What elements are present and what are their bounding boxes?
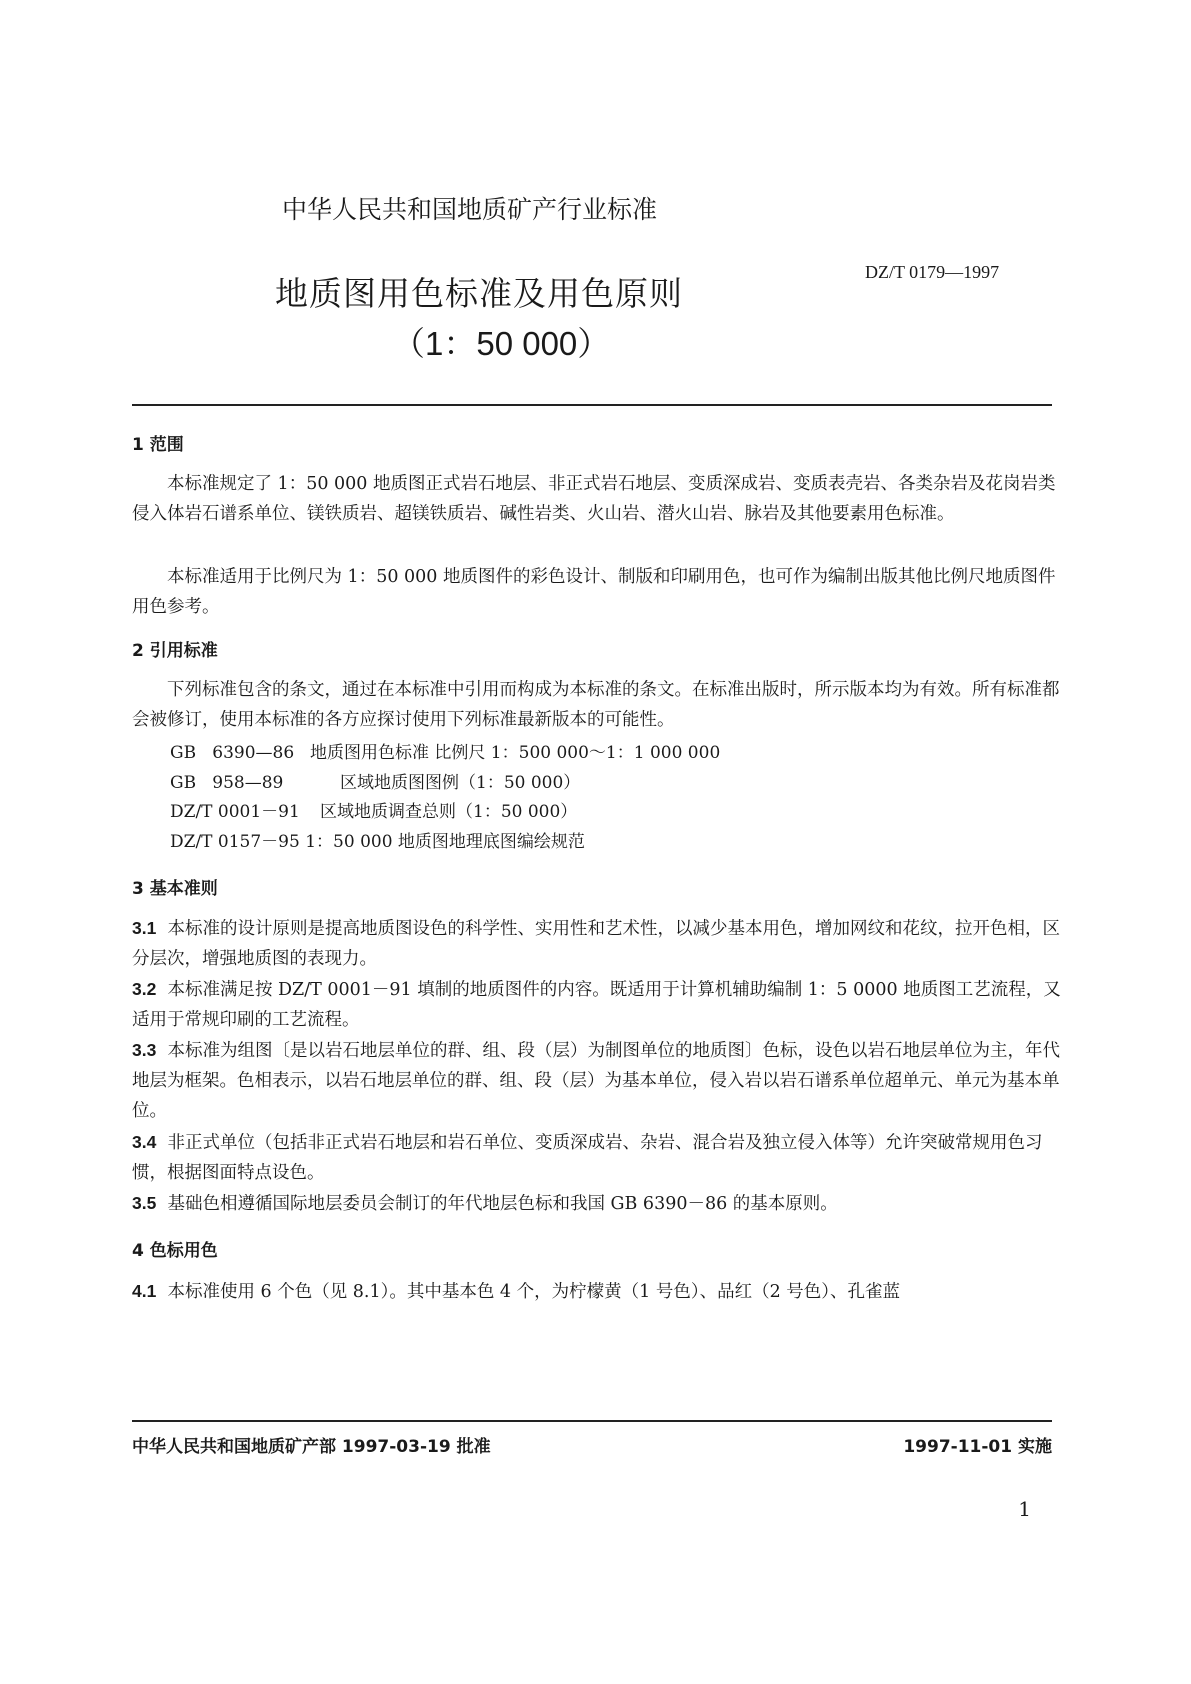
reference-code: GB 6390—86 — [170, 743, 295, 763]
clause-text: 非正式单位（包括非正式岩石地层和岩石单位、变质深成岩、杂岩、混合岩及独立侵入体等）允许突破常规用色习惯，根据图面特点设色。 — [132, 1133, 1043, 1183]
clause-number: 3.3 — [132, 1040, 157, 1060]
reference-item — [170, 768, 580, 793]
clause-3-3 — [132, 1035, 1062, 1126]
reference-item — [170, 797, 577, 822]
clause-3-5 — [132, 1188, 1062, 1219]
footer-divider — [132, 1420, 1052, 1422]
section-heading-references: 2 引用标准 — [132, 641, 218, 661]
clause-number: 4.1 — [132, 1281, 157, 1301]
reference-item — [170, 827, 585, 852]
reference-code: GB 958—89 — [170, 773, 284, 793]
reference-title: 区域地质调查总则（1：50 000） — [320, 802, 578, 822]
standard-number: DZ/T 0179—1997 — [865, 262, 1000, 282]
clause-4-1 — [132, 1276, 1062, 1307]
implementation-date: 1997-11-01 实施 — [903, 1437, 1052, 1457]
clause-text: 本标准的设计原则是提高地质图设色的科学性、实用性和艺术性，以减少基本用色，增加网纹和花纹，拉开色相，区分层次，增强地质图的表现力。 — [132, 919, 1060, 969]
clause-text: 本标准为组图〔是以岩石地层单位的群、组、段（层）为制图单位的地质图〕色标，设色以岩石地层单位为主，年代地层为框架。色相表示，以岩石地层单位的群、组、段（层）为基本单位，侵入岩以岩石谱系单位超单元、单元为基本单位。 — [132, 1041, 1060, 1121]
paragraph: 本标准适用于比例尺为 1：50 000 地质图件的彩色设计、制版和印刷用色，也可作为编制出版其他比例尺地质图件用色参考。 — [132, 567, 1056, 617]
reference-title: 地质图用色标准 比例尺 1：500 000～1：1 000 000 — [310, 743, 721, 763]
page-number: 1 — [1018, 1497, 1031, 1521]
clause-3-1 — [132, 913, 1062, 974]
reference-title: 1：50 000 地质图地理底图编绘规范 — [305, 832, 585, 852]
section-heading-scope: 1 范围 — [132, 435, 184, 455]
reference-code: DZ/T 0157－95 — [170, 832, 300, 852]
paragraph: 本标准规定了 1：50 000 地质图正式岩石地层、非正式岩石地层、变质深成岩、变质表壳岩、各类杂岩及花岗岩类侵入体岩石谱系单位、镁铁质岩、超镁铁质岩、碱性岩类、火山岩、潜火山岩、脉岩及其他要素用色标准。 — [132, 474, 1056, 524]
industry-standard-header: 中华人民共和国地质矿产行业标准 — [282, 195, 658, 224]
clause-3-4 — [132, 1127, 1062, 1188]
reference-code: DZ/T 0001－91 — [170, 802, 300, 822]
header-divider — [132, 404, 1052, 406]
reference-title: 区域地质图图例（1：50 000） — [340, 773, 581, 793]
reference-item — [170, 738, 720, 763]
section-heading-color-scale: 4 色标用色 — [132, 1241, 218, 1261]
document-title: 地质图用色标准及用色原则 — [275, 274, 683, 313]
paragraph: 下列标准包含的条文，通过在本标准中引用而构成为本标准的条文。在标准出版时，所示版本均为有效。所有标准都会被修订，使用本标准的各方应探讨使用下列标准最新版本的可能性。 — [132, 680, 1060, 730]
approval-line: 中华人民共和国地质矿产部 1997-03-19 批准 — [132, 1437, 491, 1457]
clause-number: 3.5 — [132, 1193, 157, 1213]
clause-text: 本标准满足按 DZ/T 0001－91 填制的地质图件的内容。既适用于计算机辅助编制 1：5 0000 地质图工艺流程，又适用于常规印刷的工艺流程。 — [132, 980, 1061, 1030]
clause-number: 3.4 — [132, 1132, 157, 1152]
clause-text: 本标准使用 6 个色（见 8.1）。其中基本色 4 个，为柠檬黄（1 号色）、品红（2 号色）、孔雀蓝 — [167, 1282, 901, 1302]
section-heading-principles: 3 基本准则 — [132, 879, 218, 899]
clause-3-2 — [132, 974, 1062, 1035]
clause-number: 3.1 — [132, 918, 157, 938]
clause-number: 3.2 — [132, 979, 157, 999]
document-scale: （1：50 000） — [392, 325, 611, 362]
clause-text: 基础色相遵循国际地层委员会制订的年代地层色标和我国 GB 6390－86 的基本原则。 — [167, 1194, 838, 1214]
